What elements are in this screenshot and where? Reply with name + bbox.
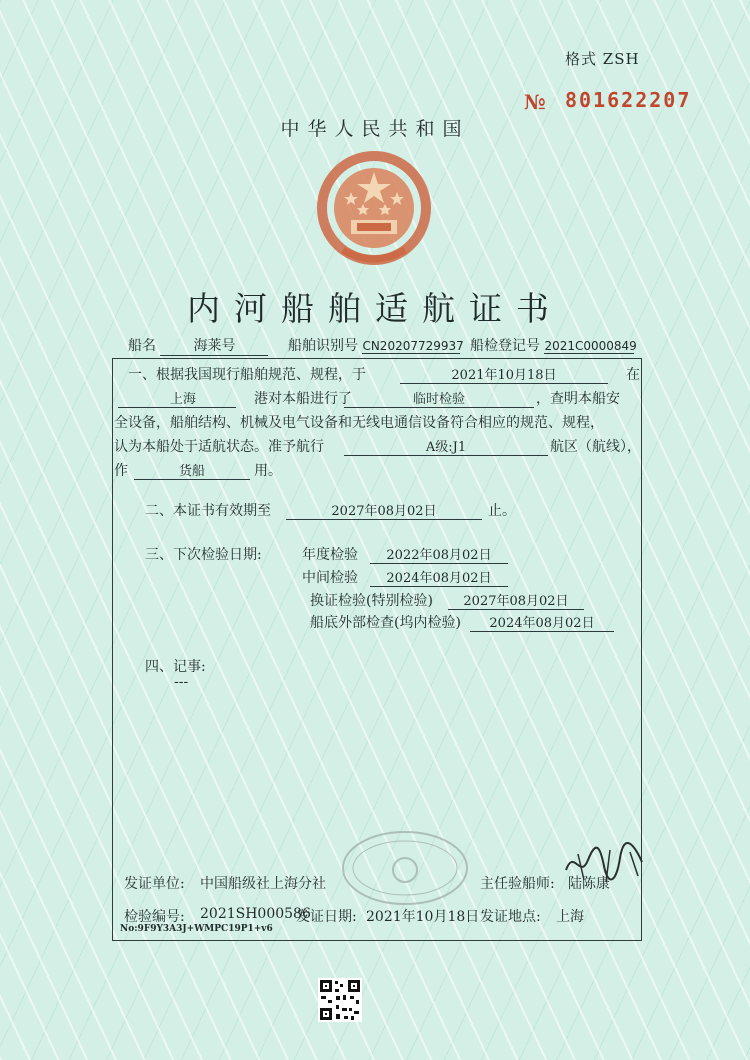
s1-line2-end: ，查明本船安 xyxy=(536,391,620,407)
country-name: 中华人民共和国 xyxy=(280,118,470,140)
issuer-seal-icon xyxy=(340,828,470,908)
surveyor-signature-icon xyxy=(560,840,650,890)
issue-place-label: 发证地点: xyxy=(480,909,541,925)
reg-no-value: 2021C0000849 xyxy=(544,339,637,353)
certificate-title: 内河船舶适航证书 xyxy=(187,289,563,328)
serial-number: 801622207 xyxy=(565,88,692,112)
issue-date-label: 发证日期: xyxy=(296,909,357,925)
intermediate-inspection-date: 2024年08月02日 xyxy=(370,567,508,587)
s1-line4-end: 航区（航线）， xyxy=(550,439,641,455)
remarks-value: --- xyxy=(174,674,189,690)
ship-name-value: 海莱号 xyxy=(160,335,268,356)
navigation-area: A级:J1 xyxy=(344,436,548,456)
ship-id-label: 船舶识别号 xyxy=(288,338,358,354)
validity-label: 二、本证书有效期至 xyxy=(145,503,271,519)
surveyor-name: 陆陈康 xyxy=(568,876,610,892)
issue-date-value: 2021年10月18日 xyxy=(366,909,480,925)
ship-usage: 货船 xyxy=(134,460,250,480)
ship-name-field xyxy=(128,335,268,356)
annual-inspection-label: 年度检验 xyxy=(302,547,358,563)
s1-line3: 全设备，船舶结构、机械及电气设备和无线电通信设备符合相应的规范、规程， xyxy=(114,415,604,431)
inspection-type: 临时检验 xyxy=(344,388,534,408)
remarks-label: 四、记事: xyxy=(145,659,206,675)
surveyor-label: 主任验船师: xyxy=(480,876,555,892)
s1-line2-text: 港对本船进行了 xyxy=(254,391,352,407)
issue-place-value: 上海 xyxy=(556,909,584,925)
national-emblem-icon xyxy=(313,150,435,270)
ship-id-field xyxy=(288,335,464,355)
ship-name-label: 船名 xyxy=(128,338,156,354)
s1-line5-end: 用。 xyxy=(254,463,282,479)
format-label: 格式 ZSH xyxy=(565,50,640,68)
survey-no-value: 2021SH000586 xyxy=(200,906,311,922)
s1-line1-text: 一、根据我国现行船舶规范、规程，于 xyxy=(128,367,366,383)
serial-symbol: № xyxy=(524,90,546,114)
qr-code-icon[interactable] xyxy=(318,978,362,1022)
s1-line1-end: 在 xyxy=(626,367,640,383)
s1-line5-text: 作 xyxy=(114,463,128,479)
intermediate-inspection-label: 中间检验 xyxy=(302,570,358,586)
validity-end: 止。 xyxy=(488,503,516,519)
issuer-value: 中国船级社上海分社 xyxy=(200,876,326,892)
issuer-label: 发证单位: xyxy=(124,876,185,892)
annual-inspection-date: 2022年08月02日 xyxy=(370,544,508,564)
renewal-inspection-label: 换证检验(特别检验) xyxy=(310,593,433,609)
s1-line4-text: 认为本船处于适航状态。准予航行 xyxy=(114,439,324,455)
verification-code: No:9F9Y3A3J+WMPC19P1+v6 xyxy=(120,924,273,934)
reg-no-field xyxy=(470,335,637,355)
survey-no-label: 检验编号: xyxy=(124,909,185,925)
ship-id-value: CN20207729937 xyxy=(362,339,464,353)
inspection-date: 2021年10月18日 xyxy=(400,364,608,384)
renewal-inspection-date: 2027年08月02日 xyxy=(448,590,584,610)
bottom-inspection-date: 2024年08月02日 xyxy=(470,612,614,632)
port-value: 上海 xyxy=(118,388,236,408)
reg-no-label: 船检登记号 xyxy=(470,338,540,354)
bottom-inspection-label: 船底外部检查(坞内检验) xyxy=(310,615,461,631)
next-inspection-label: 三、下次检验日期: xyxy=(145,547,262,563)
validity-date: 2027年08月02日 xyxy=(286,500,482,520)
